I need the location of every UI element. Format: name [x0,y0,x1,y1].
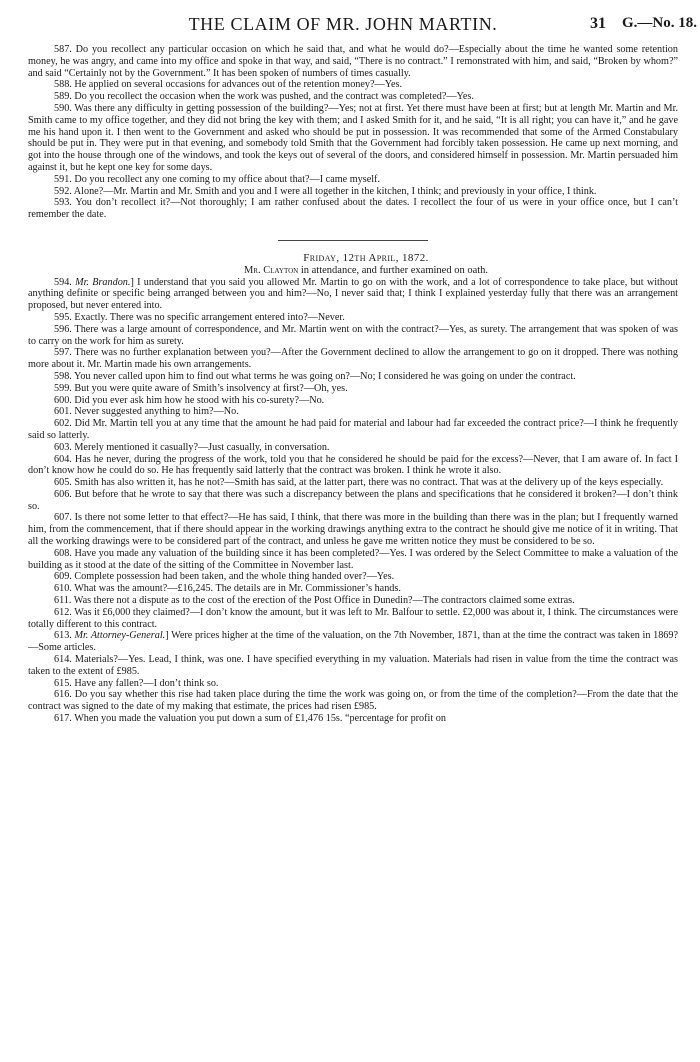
sitting-date: Friday, 12th April, 1872. [303,251,429,264]
witness-attendance [28,265,678,277]
question-paragraph: 602. Did Mr. Martin tell you at any time that the amount he had paid for material and labour had far exceeded the contract price?—I think he frequently said so latterly. [28,418,678,441]
question-paragraph: 592. Alone?—Mr. Martin and Mr. Smith and you and I were all together in the kitchen, I think; and previously in your office, I think. [54,185,597,197]
page-number: 31 [590,15,606,32]
section-divider [278,240,428,241]
question-paragraph: 598. You never called upon him to find out what terms he was going on?—No; I considered he was going on under the contract. [54,370,576,382]
question-text: ] I understand that you said you allowed Mr. Martin to go on with the work, and a lot of correspondence to take place, but without anything definite or specific being arranged between you and him?—No, I never said that; I think I explained yesterday fully that there was an arrangement proposed, but never entered into. [28,276,679,312]
witness-name: Mr. Clayton [243,264,299,276]
question-number: 594. [54,276,76,288]
question-paragraph: 603. Merely mentioned it casually?—Just casually, in conversation. [54,441,330,453]
question-paragraph: 605. Smith has also written it, has he not?—Smith has said, at the latter part, there was no contract. That was at the delivery up of the keys especially. [54,477,664,489]
question-paragraph: 611. Was there not a dispute as to the cost of the erection of the Post Office in Dunedin?—The contractors claimed some extras. [54,595,575,607]
question-paragraph: 612. Was it £6,000 they claimed?—I don’t know the amount, but it was left to Mr. Balfour to settle. £2,000 was about it, I think. The circumstances were totally different to this contract. [28,606,678,630]
question-paragraph: 589. Do you recollect the occasion when the work was pushed, and the contract was completed?—Yes. [54,91,474,103]
question-paragraph: 604. Has he never, during the progress of the work, told you that he considered he should be paid for the excess?—Never, that I am aware of. In fact I don’t know how he could do so. He has frequently said latterly that the contract was broken. I think he wrote it also. [28,453,678,477]
question-paragraph: 593. You don’t recollect it?—Not thoroughly; I am rather confused about the dates. I recollect the four of us were in your office once, but I can’t remember the date. [28,197,678,221]
question-paragraph: 596. There was a large amount of correspondence, and Mr. Martin went on with the contract?—Yes, as surety. The arrangement that was spoken of was to carry on the work for him as surety. [28,323,678,347]
question-594 [28,277,678,312]
question-613 [28,630,678,654]
question-paragraph: 609. Complete possession had been taken, and the whole thing handed over?—Yes. [54,571,395,583]
running-title: THE CLAIM OF MR. JOHN MARTIN. [188,14,498,34]
question-paragraph: 608. Have you made any valuation of the building since it has been completed?—Yes. I was ordered by the Select Committee to make a valuation of the building as it stood at the date of the sitting of the Committee in November last. [28,547,678,571]
question-paragraph: 599. But you were quite aware of Smith’s insolvency at first?—Oh, yes. [54,382,348,394]
paper-reference: G.—No. 18. [622,15,697,31]
question-paragraph: 587. Do you recollect any particular occasion on which he said that, and what he would do?—Especially about the time he wanted some retention money, he was angry, and came into my office and spoke in that way, and said, “There is no contract.” I remonstrated with him, and said, “Broken by whom?” and said “Certainly not by the Government.” It has been spoken of numbers of times casually. [28,44,678,79]
page-header [0,10,700,40]
question-paragraph: 607. Is there not some letter to that effect?—He has said, I think, that there was more in the building than there was in the plan; but I frequently warned him, from the commencement, that if there should appear in the working drawings anything extra to the contract he should give me notice of it in writing. That all the working drawings were to be considered part of the contract, and unless he gave me written notice they must be considered to be so. [28,512,678,548]
question-paragraph: 591. Do you recollect any one coming to my office about that?—I came myself. [54,173,380,185]
question-paragraph: 597. There was no further explanation between you?—After the Government declined to allow the arrangement to go on it dropped. There was nothing more about it. Mr. Martin made his own arrangements. [28,347,678,371]
question-paragraph: 595. Exactly. There was no specific arrangement entered into?—Never. [54,311,345,323]
question-paragraph: 606. But before that he wrote to say that there was such a discrepancy between the plans and specifications that he considered it broken?—I don’t think so. [28,488,678,512]
question-paragraph: 588. He applied on several occasions for advances out of the retention money?—Yes. [54,79,403,91]
question-paragraph: 617. When you made the valuation you put down a sum of £1,476 15s. “percentage for profit on [54,713,446,725]
question-paragraph: 601. Never suggested anything to him?—No. [54,406,239,418]
question-number: 613. [54,630,75,642]
question-paragraph: 616. Do you say whether this rise had taken place during the time the work was going on, or from the time of the completion?—From the date that the contract was signed to the date of my making that estimate, the prices had risen £985. [28,689,678,713]
speaker-name: Mr. Brandon. [75,276,131,288]
question-paragraph: 600. Did you ever ask him how he stood with his co-surety?—No. [54,394,325,406]
evidence-block-middle [28,312,678,631]
evidence-text [28,44,678,725]
evidence-block-top [28,44,678,221]
attendance-text: in attendance, and further examined on oath. [298,264,489,276]
question-text: ] Were prices higher at the time of the valuation, on the 7th November, 1871, than at the time the contract was taken in 1869?—Some articles. [28,630,678,654]
question-paragraph: 615. Have any fallen?—I don’t think so. [54,677,219,689]
speaker-name: Mr. Attorney-General. [74,630,166,642]
evidence-block-bottom [28,654,678,725]
question-paragraph: 614. Materials?—Yes. Lead, I think, was one. I have specified everything in my valuation. Materials had risen in value from the time the contract was taken to the extent of £985. [28,654,678,677]
question-paragraph: 610. What was the amount?—£16,245. The details are in Mr. Commissioner’s hands. [54,583,401,595]
question-paragraph: 590. Was there any difficulty in getting possession of the building?—Yes; not at first. Yet there must have been at first; but at length Mr. Martin and Mr. Smith came to my office together, and they did not bring the key with them; and I asked Smith for it, and he said, “It is all right; you can have it,” and he gave me his hand upon it. I then went to the Government and asked who should be put in possession. It was recommended that some of the Armed Constabulary should be put in. They were put in that evening, and somebody told Smith that the Government had forcibly taken possession. He came up next morning, and got into the house through one of the windows, and took the keys out of several of the doors, and considered himself in possession. Mr. Martin persuaded him against it, but he kept one key for some days. [28,102,678,173]
